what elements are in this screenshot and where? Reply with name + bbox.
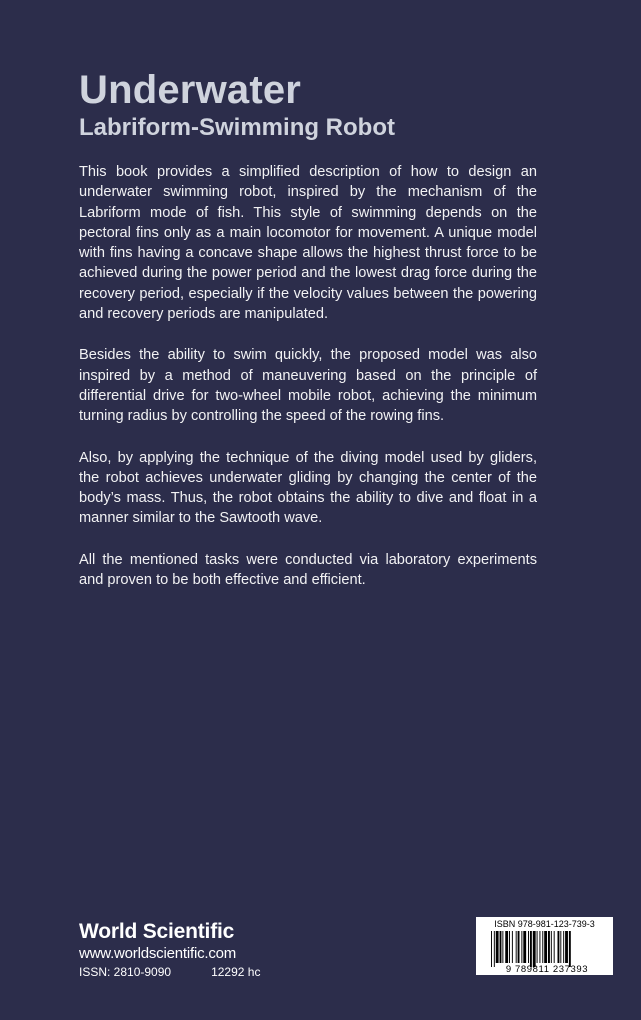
barcode-bar: [509, 931, 510, 963]
barcode-bar: [491, 931, 492, 967]
blurb-paragraph-3: Also, by applying the technique of the diving model used by gliders, the robot achieves underwater gliding by changing the center of the body’s mass. Thus, the robot obtains the ability to dive and float in a manner similar to the Sawtooth wave.: [79, 449, 537, 527]
barcode-bar: [530, 931, 532, 967]
barcode-bar: [528, 931, 529, 963]
barcode-bar: [551, 931, 552, 963]
barcode-bar: [502, 931, 503, 963]
barcode-bar: [494, 931, 495, 967]
barcode-bar: [516, 931, 517, 963]
barcode-bar: [544, 931, 547, 963]
barcode-bar: [496, 931, 499, 963]
isbn-barcode: [476, 917, 613, 975]
catalog-code: 12292 hc: [211, 965, 261, 979]
barcode-bar: [560, 931, 561, 963]
barcode-bar: [537, 931, 538, 963]
isbn-label: ISBN 978-981-123-739-3: [494, 919, 595, 929]
barcode-bar: [521, 931, 522, 963]
blurb-paragraph-4: All the mentioned tasks were conducted via laboratory experiments and proven to be both effective and efficient.: [79, 551, 537, 589]
publisher-block: [79, 920, 339, 981]
barcode-bar: [539, 931, 540, 963]
barcode-bar: [512, 931, 513, 963]
blurb: [79, 162, 537, 611]
barcode-bar: [505, 931, 508, 963]
barcode-bar: [518, 931, 520, 963]
barcode-bar: [542, 931, 543, 963]
publisher-url: www.worldscientific.com: [79, 945, 237, 962]
publisher-name: World Scientific: [79, 920, 235, 943]
barcode-bar: [569, 931, 571, 967]
barcode-bar: [533, 931, 536, 967]
book-subtitle: Labriform-Swimming Robot: [79, 114, 395, 141]
barcode-graphic: [485, 931, 609, 973]
blurb-paragraph-2: Besides the ability to swim quickly, the proposed model was also inspired by a method of maneuvering based on the principle of differential drive for two-wheel mobile robot, achieving the minimum turning radius by controlling the speed of the rowing fins.: [79, 347, 537, 425]
barcode-bar: [563, 931, 564, 963]
book-title: Underwater: [79, 68, 302, 112]
barcode-bar: [548, 931, 550, 963]
barcode-bar: [565, 931, 568, 963]
issn-number: ISSN: 2810-9090: [79, 965, 172, 979]
barcode-bar: [523, 931, 526, 963]
barcode-bar: [554, 931, 555, 963]
barcode-bar: [558, 931, 560, 963]
publisher-codes: [79, 963, 339, 981]
blurb-paragraph-1: This book provides a simplified description of how to design an underwater swimming robot, inspired by the mechanism of the Labriform mode of fish. This style of swimming depends on the pectoral fins only as a main locomotor for movement. A unique model with fins having a concave shape allows the highest thrust force to be achieved during the power period and the lowest drag force during the recovery period, especially if the velocity values between the powering and recovery periods are manipulated.: [79, 164, 537, 323]
barcode-digits: 9 789811 237393: [505, 964, 589, 973]
barcode-bar: [500, 931, 502, 963]
